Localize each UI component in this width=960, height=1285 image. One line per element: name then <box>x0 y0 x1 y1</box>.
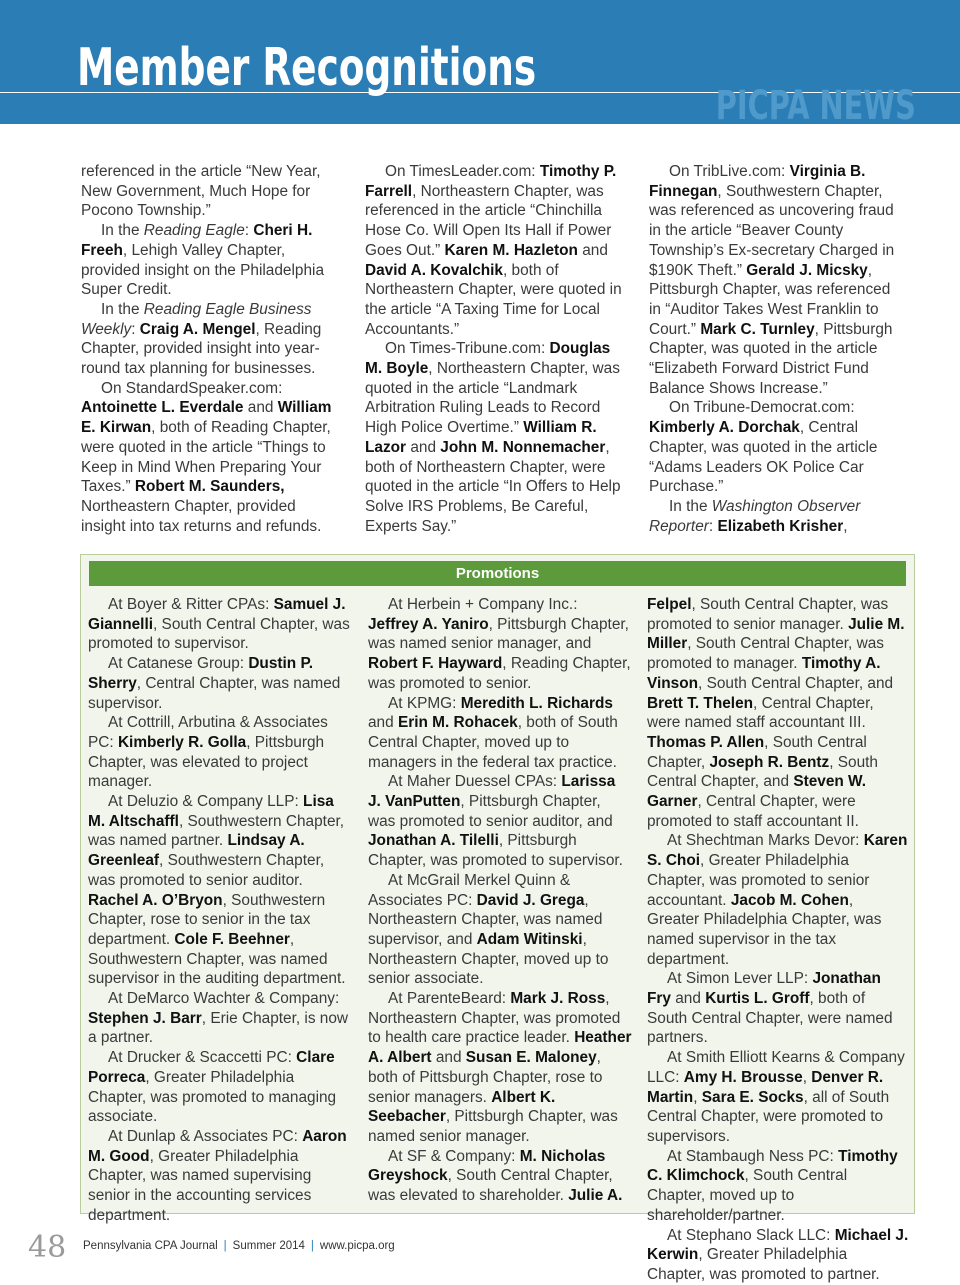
paragraph <box>88 713 352 792</box>
text-run: , Reading Chapter, provided insight into year-round tax planning for businesses. <box>81 320 322 378</box>
text-run: , Central Chapter, were named staff accountant III. <box>647 694 874 732</box>
member-name: Meredith L. Richards <box>460 694 613 712</box>
member-name: William R. Lazor <box>365 419 597 456</box>
member-name: Dustin P. Sherry <box>88 655 314 692</box>
member-name: Elizabeth Krisher <box>717 517 844 535</box>
paragraph <box>88 989 352 1048</box>
text-run: At DeMarco Wachter & Company: <box>108 990 340 1008</box>
page-title: Member Recognitions <box>77 38 537 98</box>
text-run: , Northeastern Chapter, was named supervisor, and <box>368 891 603 948</box>
member-name: Albert K. Seebacher <box>368 1088 556 1126</box>
text-run: On TribLive.com: <box>669 163 790 180</box>
paragraph <box>368 772 632 871</box>
member-name: Robert F. Hayward <box>368 655 503 673</box>
text-run: , both of Pittsburgh Chapter, rose to senior managers. <box>368 1049 603 1106</box>
text-run: , both of South Central Chapter, were named partners. <box>647 990 893 1047</box>
text-run: On Times-Tribune.com: <box>385 340 550 358</box>
text-run: , South Central Chapter, was promoted to manager. <box>647 635 884 673</box>
text-run: , Northeastern Chapter, was quoted in the article “Landmark Arbitration Ruling Leads to Record High Police Overtime.” <box>365 360 620 437</box>
promotions-column-1 <box>88 595 352 1226</box>
member-name: William E. Kirwan <box>81 399 332 437</box>
text-run: , Greater Philadelphia Chapter, was named supervisor in the tax department. <box>647 891 882 968</box>
publication-name: Washington Observer Reporter <box>649 497 861 535</box>
text-run: and <box>406 438 441 456</box>
text-run: , Reading Chapter, was promoted to senior. <box>368 655 631 692</box>
member-name: Erin M. Rohacek <box>397 714 518 732</box>
text-run: : <box>244 222 254 240</box>
text-run: and <box>577 241 608 259</box>
member-name: Jonathan A. Tilelli <box>368 832 499 850</box>
text-run: At Boyer & Ritter CPAs: <box>108 596 274 613</box>
member-name: Joseph R. Bentz <box>709 753 830 771</box>
text-run: , Central Chapter, was quoted in the article “Adams Leaders OK Police Car Purchase.” <box>649 419 878 496</box>
text-run: , Northeastern Chapter, was referenced in the article “Chinchilla Hose Co. Will Open Its Hall if Power Goes Out.” <box>365 182 612 259</box>
member-name: Adam Witinski <box>476 930 583 948</box>
paragraph <box>649 497 905 536</box>
member-name: Felpel <box>647 596 692 613</box>
text-run: referenced in the article “New Year, New Government, Much Hope for Pocono Township.” <box>81 163 321 220</box>
text-run: At Maher Duessel CPAs: <box>388 773 562 791</box>
paragraph <box>365 339 628 536</box>
paragraph <box>88 792 352 989</box>
text-run: At Stambaugh Ness PC: <box>667 1147 839 1165</box>
paragraph <box>81 379 336 537</box>
member-name: Jacob M. Cohen <box>730 891 849 909</box>
member-name: Susan E. Maloney <box>465 1049 597 1067</box>
member-name: David J. Grega <box>476 891 585 909</box>
article-column-3 <box>649 162 905 536</box>
text-run: At Herbein + Company Inc.: <box>388 596 578 613</box>
member-name: Clare Porreca <box>88 1049 335 1086</box>
paragraph <box>647 969 909 1048</box>
text-run: Northeastern Chapter, provided insight into tax returns and refunds. <box>81 497 322 535</box>
member-name: Craig A. Mengel <box>139 320 256 338</box>
text-run: , Pittsburgh Chapter, was promoted to supervisor. <box>368 832 623 870</box>
footer-website[interactable]: www.picpa.org <box>319 1240 395 1252</box>
member-name: Kimberly A. Dorchak <box>649 419 800 437</box>
text-run: At Deluzio & Company LLP: <box>108 793 304 811</box>
member-name: Brett T. Thelen <box>647 694 754 712</box>
promotions-column-3 <box>647 595 909 1285</box>
paragraph <box>647 595 909 831</box>
text-run: At Shechtman Marks Devor: <box>667 832 864 850</box>
article-column-2 <box>365 162 628 536</box>
paragraph <box>88 1048 352 1127</box>
member-name: Heather A. Albert <box>368 1029 632 1067</box>
text-run: , both of Northeastern Chapter, were quoted in the article “A Taxing Time for Local Accountants.” <box>365 261 622 338</box>
member-name: Cole F. Beehner <box>174 930 290 948</box>
footer-separator: | <box>310 1240 314 1252</box>
member-name: Rachel A. O’Bryon <box>88 891 223 909</box>
paragraph <box>81 162 336 221</box>
text-run: , <box>802 1068 812 1086</box>
paragraph <box>368 989 632 1147</box>
text-run: , Pittsburgh Chapter, was elevated to project manager. <box>88 733 325 791</box>
footer-info <box>83 1238 395 1254</box>
member-name: Jeffrey A. Yaniro <box>368 615 489 633</box>
page-number: 48 <box>28 1230 67 1265</box>
member-name: Karen M. Hazleton <box>444 241 578 259</box>
paragraph <box>81 221 336 300</box>
text-run: and <box>243 399 278 417</box>
text-run: At Stephano Slack LLC: <box>667 1226 835 1244</box>
text-run: , Southwestern Chapter, was referenced as uncovering fraud in the article “Beaver County Township’s Ex-secretary Charged in $190K Theft.” <box>649 182 895 279</box>
paragraph <box>647 1147 909 1226</box>
text-run: , Central Chapter, was named supervisor. <box>88 674 341 712</box>
member-name: Gerald J. Micsky <box>746 261 868 279</box>
member-name: Stephen J. Barr <box>88 1009 202 1027</box>
member-name: Julie A. <box>568 1187 623 1205</box>
member-name: Steven W. Garner <box>647 773 867 811</box>
text-run: , both of Reading Chapter, were quoted in the article “Things to Keep in Mind When Preparing Your Taxes.” <box>81 419 331 496</box>
paragraph <box>368 694 632 773</box>
text-run: In the <box>101 222 144 240</box>
text-run: At Smith Elliott Kearns & Company LLC: <box>647 1049 905 1086</box>
publication-name: Reading Eagle Business Weekly <box>81 300 312 338</box>
member-name: Virginia B. Finnegan <box>649 163 866 200</box>
text-run: , Greater Philadelphia Chapter, was promoted to partner. <box>647 1246 880 1283</box>
text-run: , both of South Central Chapter, moved up to managers in the federal tax practice. <box>368 714 618 771</box>
text-run: , Lehigh Valley Chapter, provided insight on the Philadelphia Super Credit. <box>81 241 325 299</box>
text-run: At SF & Company: <box>388 1147 520 1165</box>
text-run: , Pittsburgh Chapter, was named senior manager. <box>368 1108 618 1145</box>
member-name: John M. Nonnemacher <box>440 438 606 456</box>
text-run: , South Central Chapter, was elevated to shareholder. <box>368 1167 613 1205</box>
paragraph <box>88 654 352 713</box>
member-name: Jonathan Fry <box>647 970 881 1008</box>
footer-issue: Summer 2014 <box>232 1240 305 1252</box>
text-run: , Greater Philadelphia Chapter, was promoted to managing associate. <box>88 1068 337 1126</box>
text-run: , <box>843 517 848 535</box>
section-label: PICPA NEWS <box>715 83 916 129</box>
text-run: , Central Chapter, were promoted to staff accountant II. <box>647 793 859 830</box>
text-run: , South Central Chapter, was promoted to supervisor. <box>88 615 350 653</box>
text-run: , South Central Chapter, <box>647 733 867 771</box>
member-name: Mark C. Turnley <box>700 320 815 338</box>
member-name: Timothy P. Farrell <box>365 163 617 200</box>
member-name: Amy H. Brousse <box>683 1068 803 1086</box>
text-run: At Catanese Group: <box>108 655 249 673</box>
text-run: and <box>670 990 706 1008</box>
text-run: At Simon Lever LLP: <box>667 970 813 988</box>
text-run: At Drucker & Scaccetti PC: <box>108 1049 297 1067</box>
text-run: , Pittsburgh Chapter, was quoted in the article “Elizabeth Forward District Fund Balance Shows Increase.” <box>649 320 893 397</box>
paragraph <box>88 595 352 654</box>
text-run: , South Central Chapter, moved up to shareholder/partner. <box>647 1167 848 1224</box>
promotions-heading: Promotions <box>455 565 540 582</box>
text-run: , Southwestern Chapter, was named partner. <box>88 812 345 850</box>
member-name: Larissa J. VanPutten <box>368 773 616 811</box>
paragraph <box>368 871 632 989</box>
paragraph <box>647 1048 909 1147</box>
member-name: David A. Kovalchik <box>365 261 503 279</box>
member-name: Timothy C. Klimchock <box>647 1147 898 1185</box>
member-name: Lisa M. Altschaffl <box>88 793 334 830</box>
text-run: , all of South Central Chapter, were promoted to supervisors. <box>647 1088 890 1145</box>
text-run: , Southwestern Chapter, rose to senior in the tax department. <box>88 891 326 948</box>
promotions-column-2 <box>368 595 632 1206</box>
text-run: , both of Northeastern Chapter, were quoted in the article “In Offers to Help Solve IRS Problems, Be Careful, Experts Say.” <box>365 438 621 535</box>
text-run: and <box>368 714 398 732</box>
text-run: On TimesLeader.com: <box>385 163 540 180</box>
member-name: Michael J. Kerwin <box>647 1226 909 1264</box>
member-name: Samuel J. Giannelli <box>88 596 346 633</box>
member-name: Douglas M. Boyle <box>365 340 611 378</box>
text-run: In the <box>101 300 144 318</box>
member-name: Cheri H. Freeh <box>81 222 313 259</box>
paragraph <box>647 1226 909 1285</box>
text-run: On StandardSpeaker.com: <box>101 379 283 397</box>
text-run: , Pittsburgh Chapter, was promoted to senior auditor, and <box>368 793 613 830</box>
text-run: At Dunlap & Associates PC: <box>108 1127 303 1145</box>
text-run: , Northeastern Chapter, moved up to senior associate. <box>368 930 609 988</box>
text-run: and <box>431 1049 466 1067</box>
promotions-header-bar <box>89 561 906 586</box>
member-name: M. Nicholas Greyshock <box>368 1147 606 1185</box>
member-name: Denver R. Martin <box>647 1068 884 1106</box>
member-name: Aaron M. Good <box>88 1127 347 1165</box>
paragraph <box>649 162 905 398</box>
text-run: : <box>708 517 718 535</box>
article-column-1 <box>81 162 336 536</box>
text-run: , Greater Philadelphia Chapter, was promoted to senior accountant. <box>647 852 870 909</box>
member-name: Antoinette L. Everdale <box>81 399 244 417</box>
text-run: , South Central Chapter, was promoted to senior manager. <box>647 596 889 633</box>
text-run: , Southwestern Chapter, was promoted to senior auditor. <box>88 852 325 889</box>
paragraph <box>88 1127 352 1226</box>
text-run: , Pittsburgh Chapter, was named senior manager, and <box>368 615 629 653</box>
text-run: , South Central Chapter, and <box>698 674 894 692</box>
paragraph <box>647 831 909 969</box>
member-name: Mark J. Ross <box>510 990 606 1008</box>
member-name: Karen S. Choi <box>647 832 908 870</box>
paragraph <box>649 398 905 497</box>
paragraph <box>81 300 336 379</box>
member-name: Julie M. Miller <box>647 615 905 653</box>
text-run: In the <box>669 497 712 515</box>
text-run: , South Central Chapter, and <box>647 753 878 791</box>
paragraph <box>368 1147 632 1206</box>
footer-journal: Pennsylvania CPA Journal <box>83 1240 218 1252</box>
text-run: At McGrail Merkel Quinn & Associates PC: <box>368 871 571 909</box>
text-run: , Southwestern Chapter, was named supervisor in the auditing department. <box>88 930 346 988</box>
paragraph <box>368 595 632 694</box>
text-run: , Erie Chapter, is now a partner. <box>88 1009 349 1047</box>
member-name: Timothy A. Vinson <box>647 655 881 692</box>
footer-separator: | <box>223 1240 227 1252</box>
page-header <box>0 0 960 129</box>
publication-name: Reading Eagle <box>143 222 245 240</box>
member-name: Thomas P. Allen <box>647 733 765 751</box>
text-run: At Cottrill, Arbutina & Associates PC: <box>88 714 328 751</box>
text-run: At ParenteBeard: <box>388 990 511 1008</box>
member-name: Sara E. Socks <box>701 1088 804 1106</box>
text-run: : <box>131 320 140 338</box>
paragraph <box>365 162 628 339</box>
text-run: , Northeastern Chapter, was promoted to health care practice leader. <box>368 990 621 1047</box>
member-name: Robert M. Saunders, <box>134 478 285 496</box>
text-run: , <box>693 1088 702 1106</box>
text-run: On Tribune-Democrat.com: <box>669 399 855 417</box>
text-run: , Greater Philadelphia Chapter, was named supervising senior in the accounting services department. <box>88 1147 312 1224</box>
member-name: Lindsay A. Greenleaf <box>88 832 305 870</box>
text-run: , Pittsburgh Chapter, was referenced in “Auditor Takes West Franklin to Court.” <box>649 261 891 338</box>
text-run: At KPMG: <box>388 694 461 712</box>
member-name: Kimberly R. Golla <box>117 733 247 751</box>
member-name: Kurtis L. Groff <box>705 990 810 1008</box>
